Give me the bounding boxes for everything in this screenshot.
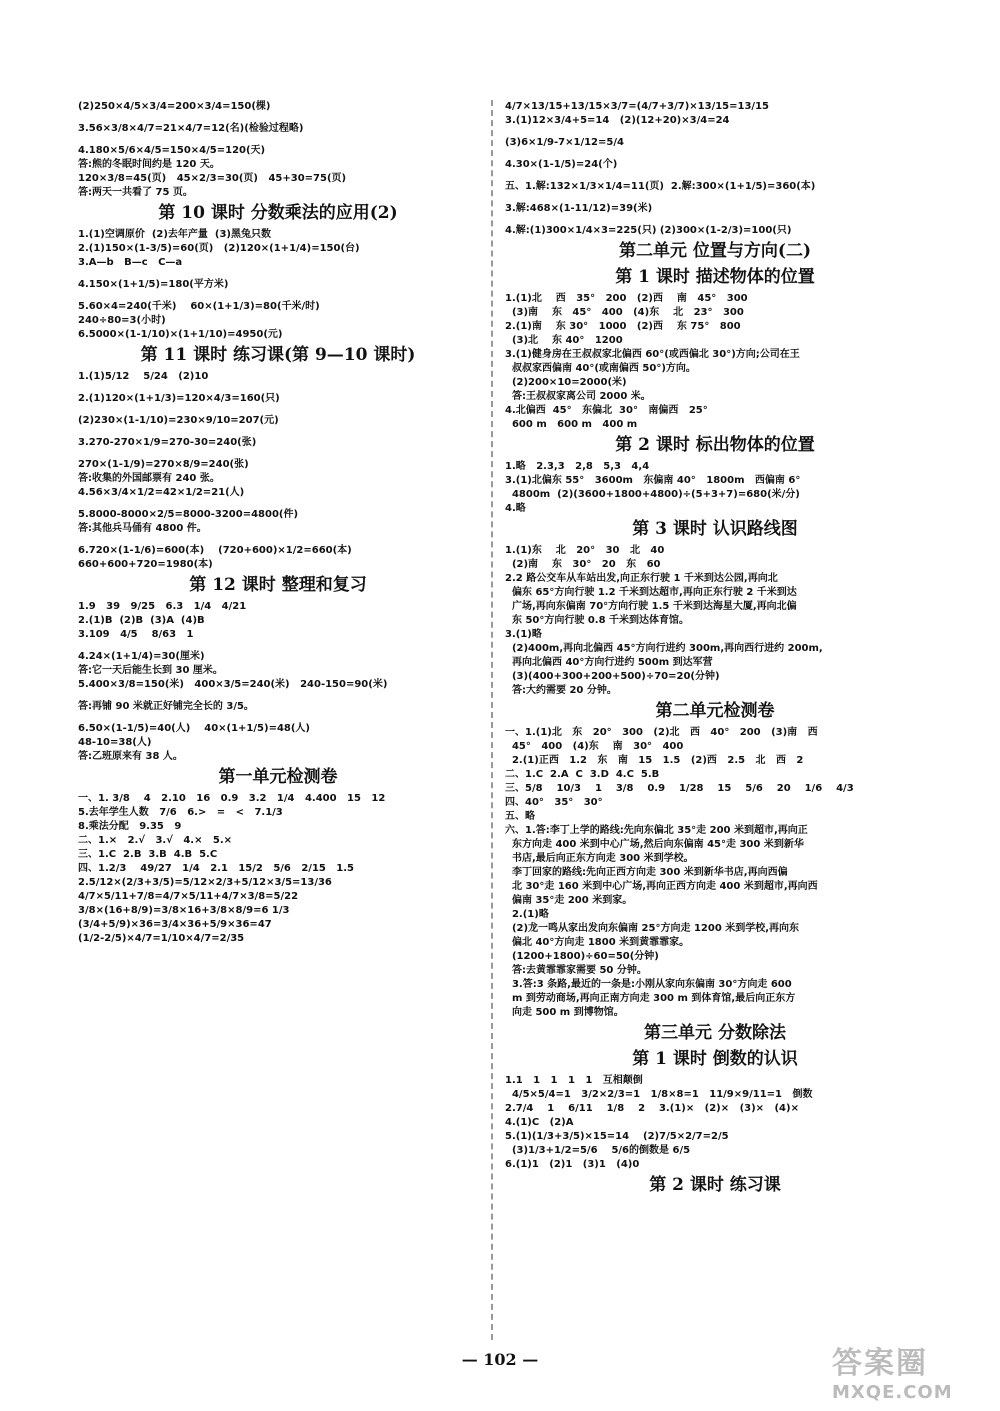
answer-line: (2)400m,再向北偏西 45°方向行进约 300m,再向西行进约 200m, [505,643,823,654]
answer-line: 四、40° 35° 30° [505,797,603,808]
answer-line: m 到劳动商场,再向正南方向走 300 m 到体育馆,最后向正东方 [505,993,796,1004]
answer-line: 答:它一天后能生长到 30 厘米。 [78,665,223,676]
column-divider [491,100,493,1340]
answer-line: 叔叔家西偏南 40°(或南偏西 50°)方向。 [505,363,696,374]
answer-line: 李丁回家的路线:先向正西方向走 300 米到新华书店,再向西偏 [505,867,788,878]
answer-line: 270×(1-1/9)=270×8/9=240(张) [78,459,249,470]
answer-line: 1.(1)北 西 35° 200 (2)西 南 45° 300 [505,293,748,304]
answer-line: 答:收集的外国邮票有 240 张。 [78,473,220,484]
answer-line: 二、1.C 2.A C 3.D 4.C 5.B [505,769,660,780]
spacer [78,642,478,650]
answer-line: 广场,再向东偏南 70°方向行驶 1.5 千米到达海星大厦,再向北偏 [505,601,797,612]
answer-line: 一、1.(1)北 东 20° 300 (2)北 西 40° 200 (3)南 西 [505,727,818,738]
answer-line: 答:去黄霏霏家需要 50 分钟。 [505,965,647,976]
section-heading: 第三单元 分数除法 [644,1023,786,1043]
answer-line: 再向北偏西 40°方向行进约 500m 到达军营 [505,657,713,668]
answer-line: 4/5×5/4=1 3/2×2/3=1 1/8×8=1 11/9×9/11=1 倒数 [505,1089,813,1100]
answer-line: 48-10=38(人) [78,737,152,748]
section-heading: 第 1 课时 倒数的认识 [632,1049,798,1069]
answer-line: (3)1/3+1/2=5/6 5/6的倒数是 6/5 [505,1145,691,1156]
answer-line: 答:王叔叔家离公司 2000 米。 [505,391,651,402]
answer-line: 三、5/8 10/3 1 3/8 0.9 1/28 15 5/6 20 1/6 4/3 [505,783,854,794]
answer-line: 600 m 600 m 400 m [505,419,638,430]
left-column [78,100,478,946]
spacer [78,114,478,122]
section-heading: 第二单元 位置与方向(二) [618,241,811,261]
answer-line: 2.(1)正西 1.2 东 南 15 1.5 (2)西 2.5 北 西 2 [505,755,804,766]
spacer [78,428,478,436]
answer-line: 2.(1)B (2)B (3)A (4)B [78,615,205,626]
answer-line: 一、1. 3/8 4 2.10 16 0.9 3.2 1/4 4.400 15 12 [78,793,386,804]
answer-line: 答:再铺 90 米就正好铺完全长的 3/5。 [78,701,254,712]
section-heading: 第 10 课时 分数乘法的应用(2) [158,203,398,223]
answer-line: 3.解:468×(1-11/12)=39(米) [505,203,653,214]
answer-line: 4.略 [505,503,526,514]
answer-line: 6.50×(1-1/5)=40(人) 40×(1+1/5)=48(人) [78,723,311,734]
page-number: — 102 — [461,1350,539,1369]
spacer [505,128,925,136]
answer-line: 3.A—b B—c C—a [78,257,183,268]
spacer [78,384,478,392]
answer-line: (1/2-2/5)×4/7=1/10×4/7=2/35 [78,933,245,944]
spacer [505,172,925,180]
answer-line: 2.(1)120×(1+1/3)=120×4/3=160(只) [78,393,280,404]
answer-line: 4/7×13/15+13/15×3/7=(4/7+3/7)×13/15=13/15 [505,101,770,112]
spacer [78,692,478,700]
answer-line: 三、1.C 2.B 3.B 4.B 5.C [78,849,218,860]
answer-line: 5.60×4=240(千米) 60×(1+1/3)=80(千米/时) [78,301,320,312]
spacer [505,194,925,202]
watermark-url: MXQE.COM [832,1382,953,1403]
spacer [78,292,478,300]
answer-line: 5.去年学生人数 7/6 6.> = < 7.1/3 [78,807,283,818]
watermark-logo [832,1338,982,1403]
answer-line: 东方向走 400 米到中心广场,然后向东偏南 45°走 300 米到新华 [505,839,804,850]
answer-line: 2.2 路公交车从车站出发,向正东行驶 1 千米到达公园,再向北 [505,573,778,584]
answer-line: 3.270-270×1/9=270-30=240(张) [78,437,257,448]
answer-line: 120×3/8=45(页) 45×2/3=30(页) 45+30=75(页) [78,173,347,184]
spacer [78,536,478,544]
answer-line: 6.5000×(1-1/10)×(1+1/10)=4950(元) [78,329,283,340]
answer-line: 4800m (2)(3600+1800+4800)÷(5+3+7)=680(米/分) [505,489,800,500]
spacer [505,216,925,224]
spacer [78,270,478,278]
spacer [78,450,478,458]
answer-line: 5.(1)(1/3+3/5)×15=14 (2)7/5×2/7=2/5 [505,1131,729,1142]
spacer [78,136,478,144]
spacer [78,714,478,722]
answer-line: (2)南 东 30° 20 东 60 [505,559,661,570]
answer-line: 3.(1)北偏东 55° 3600m 东偏南 40° 1800m 西偏南 6° [505,475,801,486]
answer-line: 2.(1)略 [505,909,549,920]
answer-line: 1.(1)空调原价 (2)去年产量 (3)黑兔只数 [78,229,271,240]
answer-line: (3)(400+300+200+500)÷70=20(分钟) [505,671,720,682]
spacer [78,406,478,414]
answer-line: (3)6×1/9-7×1/12=5/4 [505,137,624,148]
answer-line: 五、1.解:132×1/3×1/4=11(页) 2.解:300×(1+1/5)=360(本) [505,181,816,192]
answer-line: (2)龙一鸣从家出发向东偏南 25°方向走 1200 米到学校,再向东 [505,923,800,934]
answer-line: 4/7×5/11+7/8=4/7×5/11+4/7×3/8=5/22 [78,891,299,902]
answer-line: 答:其他兵马俑有 4800 件。 [78,523,207,534]
answer-line: 二、1.× 2.√ 3.√ 4.× 5.× [78,835,233,846]
answer-line: 3.(1)健身房在王叔叔家北偏西 60°(或西偏北 30°)方向;公司在王 [505,349,800,360]
answer-line: 8.乘法分配 9.35 9 [78,821,182,832]
section-heading: 第 1 课时 描述物体的位置 [615,267,815,287]
watermark-title: 答案圈 [832,1346,928,1381]
answer-line: 1.1 1 1 1 1 互相颠倒 [505,1075,643,1086]
answer-line: 六、1.答:李丁上学的路线:先向东偏北 35°走 200 米到超市,再向正 [505,825,808,836]
answer-line: (3/4+5/9)×36=3/4×36+5/9×36=47 [78,919,272,930]
answer-line: 1.(1)东 北 20° 30 北 40 [505,545,665,556]
answer-line: (2)200×10=2000(米) [505,377,627,388]
section-heading: 第 2 课时 练习课 [649,1175,781,1195]
section-heading: 第二单元检测卷 [655,701,775,721]
answer-line: 书店,最后向正东方向走 300 米到学校。 [505,853,694,864]
answer-line: (3)北 东 40° 1200 [505,335,623,346]
answer-line: 东 50°方向行驶 0.8 千米到达体育馆。 [505,615,690,626]
answer-line: 答:两天一共看了 75 页。 [78,187,193,198]
section-heading: 第 2 课时 标出物体的位置 [615,435,815,455]
answer-line: 4.解:(1)300×1/4×3=225(只) (2)300×(1-2/3)=100(只) [505,225,792,236]
answer-line: 3.109 4/5 8/63 1 [78,629,194,640]
answer-line: 3.(1)12×3/4+5=14 (2)(12+20)×3/4=24 [505,115,730,126]
section-heading: 第一单元检测卷 [218,767,338,787]
spacer [78,500,478,508]
section-heading: 第 11 课时 练习课(第 9—10 课时) [140,345,416,365]
spacer [505,150,925,158]
answer-line: 答:熊的冬眠时间约是 120 天。 [78,159,220,170]
answer-line: (2)250×4/5×3/4=200×3/4=150(棵) [78,101,271,112]
answer-line: 4.(1)C (2)A [505,1117,574,1128]
answer-line: 4.北偏西 45° 东偏北 30° 南偏西 25° [505,405,708,416]
answer-line: (1200+1800)÷60=50(分钟) [505,951,659,962]
section-heading: 第 3 课时 认识路线图 [632,519,798,539]
answer-line: 答:大约需要 20 分钟。 [505,685,617,696]
answer-line: (3)南 东 45° 400 (4)东 北 23° 300 [505,307,744,318]
answer-line: 1.9 39 9/25 6.3 1/4 4/21 [78,601,247,612]
answer-line: 1.略 2.3,3 2,8 5,3 4,4 [505,461,650,472]
answer-line: 240÷80=3(小时) [78,315,166,326]
answer-line: 3.56×3/8×4/7=21×4/7=12(名)(检验过程略) [78,123,304,134]
answer-line: 3.(1)略 [505,629,542,640]
answer-line: 1.(1)5/12 5/24 (2)10 [78,371,209,382]
answer-line: 4.30×(1-1/5)=24(个) [505,159,618,170]
answer-line: 4.180×5/6×4/5=150×4/5=120(天) [78,145,266,156]
answer-line: 四、1.2/3 49/27 1/4 2.1 15/2 5/6 2/15 1.5 [78,863,355,874]
answer-line: (2)230×(1-1/10)=230×9/10=207(元) [78,415,279,426]
answer-line: 4.56×3/4×1/2=42×1/2=21(人) [78,487,245,498]
answer-line: 4.150×(1+1/5)=180(平方米) [78,279,229,290]
answer-line: 五、略 [505,811,535,822]
answer-line: 5.8000-8000×2/5=8000-3200=4800(件) [78,509,299,520]
answer-line: 2.7/4 1 6/11 1/8 2 3.(1)× (2)× (3)× (4)× [505,1103,799,1114]
answer-line: 3.答:3 条路,最近的一条是:小刚从家向东偏南 30°方向走 600 [505,979,792,990]
answer-line: 偏南 35°走 200 米到家。 [505,895,633,906]
answer-line: 6.(1)1 (2)1 (3)1 (4)0 [505,1159,640,1170]
answer-line: 6.720×(1-1/6)=600(本) (720+600)×1/2=660(本) [78,545,352,556]
answer-line: 向走 500 m 到博物馆。 [505,1007,624,1018]
answer-line: 2.(1)南 东 30° 1000 (2)西 东 75° 800 [505,321,741,332]
right-column [505,100,925,1200]
answer-line: 北 30°走 160 米到中心广场,再向正西方向走 400 米到超市,再向西 [505,881,818,892]
answer-line: 660+600+720=1980(本) [78,559,213,570]
answer-line: 3/8×(16+8/9)=3/8×16+3/8×8/9=6 1/3 [78,905,290,916]
answer-line: 45° 400 (4)东 南 30° 400 [505,741,684,752]
answer-line: 答:乙班原来有 38 人。 [78,751,183,762]
answer-line: 2.(1)150×(1-3/5)=60(页) (2)120×(1+1/4)=150(台) [78,243,360,254]
answer-line: 偏北 40°方向走 1800 米到黄霏霏家。 [505,937,690,948]
answer-line: 4.24×(1+1/4)=30(厘米) [78,651,205,662]
section-heading: 第 12 课时 整理和复习 [189,575,367,595]
answer-line: 5.400×3/8=150(米) 400×3/5=240(米) 240-150=90(米) [78,679,388,690]
answer-line: 偏东 65°方向行驶 1.2 千米到达超市,再向正东行驶 2 千米到达 [505,587,797,598]
answer-line: 2.5/12×(2/3+3/5)=5/12×2/3+5/12×3/5=13/36 [78,877,332,888]
